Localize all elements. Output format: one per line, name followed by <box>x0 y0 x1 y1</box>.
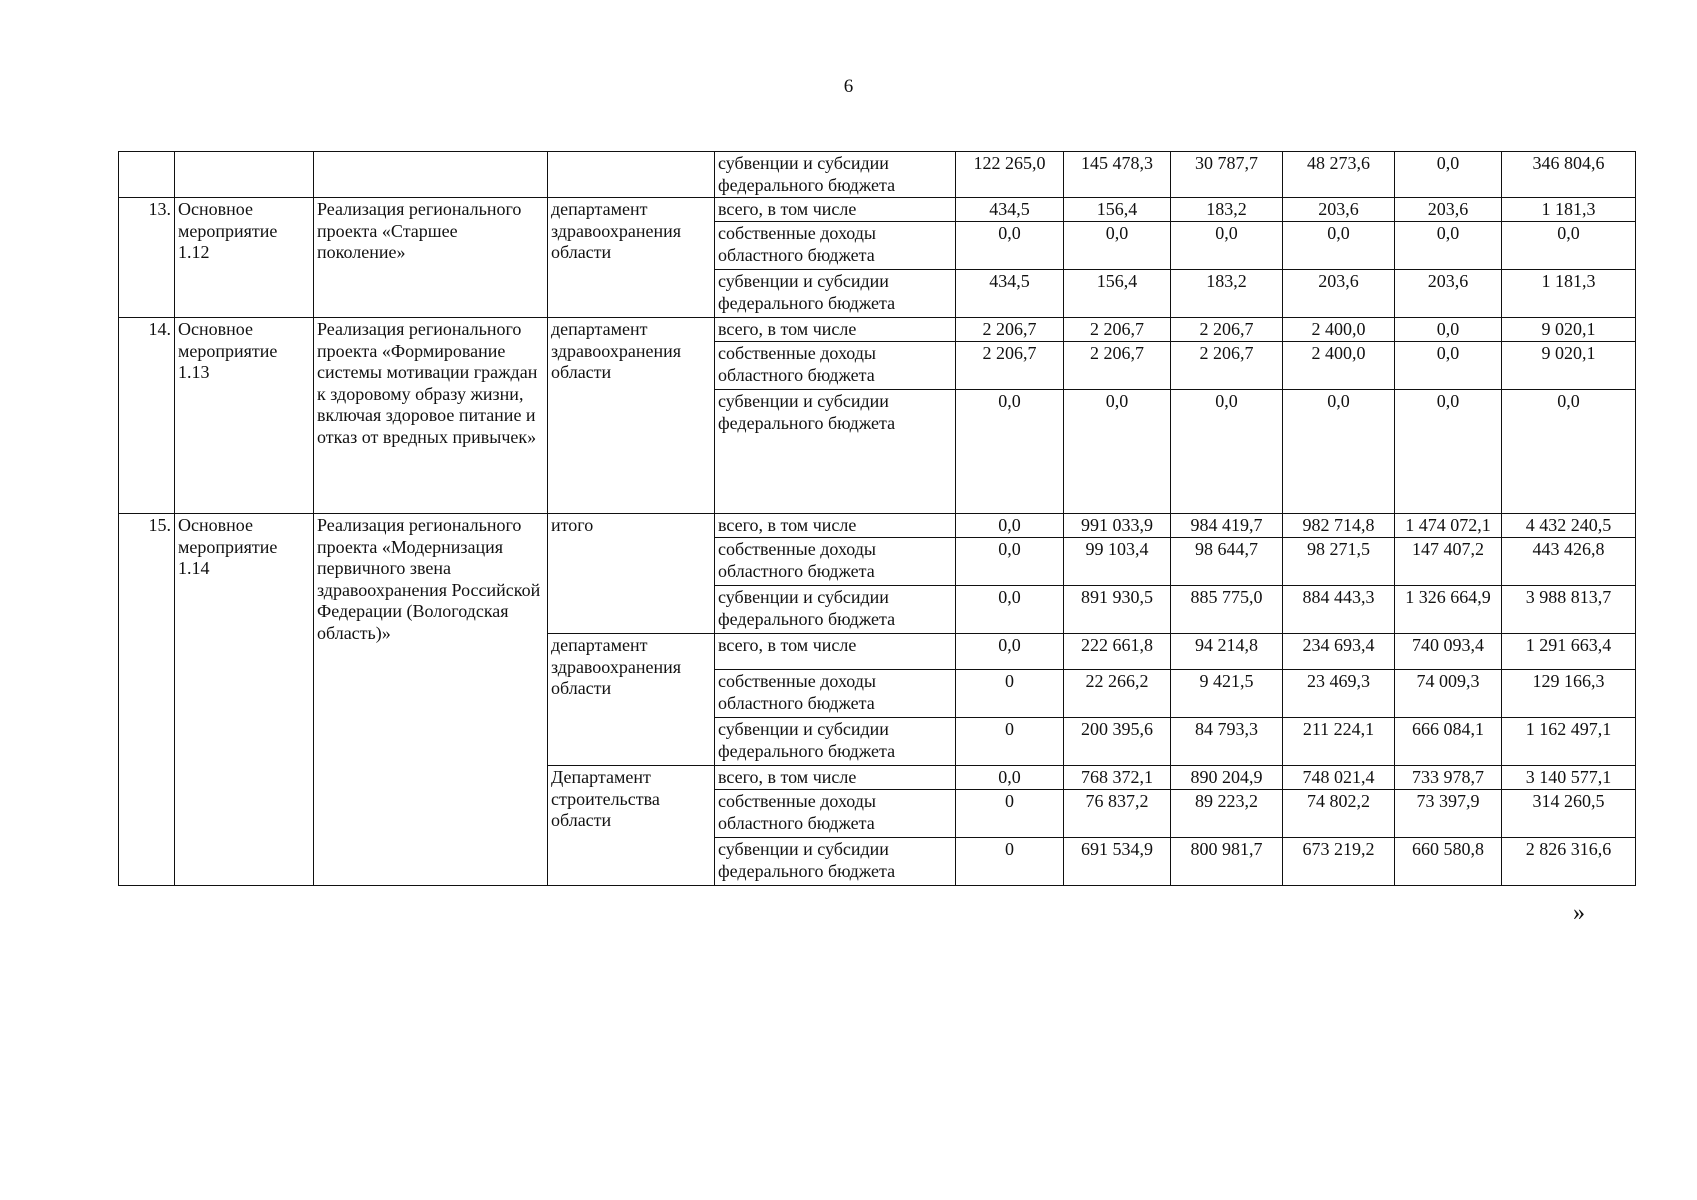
value-cell: 673 219,2 <box>1283 838 1395 886</box>
value-cell: 89 223,2 <box>1171 790 1283 838</box>
value-cell: 984 419,7 <box>1171 514 1283 538</box>
value-cell: 122 265,0 <box>956 152 1064 198</box>
value-cell: 660 580,8 <box>1395 838 1502 886</box>
value-cell: 76 837,2 <box>1064 790 1171 838</box>
source-cell: субвенции и субсидии федерального бюджета <box>715 152 956 198</box>
value-cell: 0,0 <box>956 514 1064 538</box>
budget-table <box>118 151 1636 886</box>
value-cell: 0,0 <box>1395 318 1502 342</box>
value-cell: 0 <box>956 838 1064 886</box>
source-cell: собственные доходы областного бюджета <box>715 538 956 586</box>
total-cell: 3 140 577,1 <box>1502 766 1636 790</box>
row-number-cell: 14. <box>119 318 175 514</box>
value-cell: 1 326 664,9 <box>1395 586 1502 634</box>
total-cell: 2 826 316,6 <box>1502 838 1636 886</box>
value-cell: 234 693,4 <box>1283 634 1395 670</box>
value-cell: 2 206,7 <box>1171 342 1283 390</box>
total-cell: 9 020,1 <box>1502 318 1636 342</box>
value-cell: 1 474 072,1 <box>1395 514 1502 538</box>
value-cell: 884 443,3 <box>1283 586 1395 634</box>
total-cell: 4 432 240,5 <box>1502 514 1636 538</box>
value-cell: 222 661,8 <box>1064 634 1171 670</box>
value-cell: 0,0 <box>1283 222 1395 270</box>
source-cell: всего, в том числе <box>715 634 956 670</box>
executor-cell: департамент здравоохранения области <box>548 198 715 318</box>
value-cell: 748 021,4 <box>1283 766 1395 790</box>
value-cell: 0,0 <box>1395 152 1502 198</box>
value-cell: 73 397,9 <box>1395 790 1502 838</box>
value-cell: 0 <box>956 670 1064 718</box>
source-cell: субвенции и субсидии федерального бюджета <box>715 718 956 766</box>
value-cell: 23 469,3 <box>1283 670 1395 718</box>
value-cell: 203,6 <box>1395 270 1502 318</box>
page-number: 6 <box>843 76 854 97</box>
executor-cell: департамент здравоохранения области <box>548 634 715 766</box>
value-cell: 768 372,1 <box>1064 766 1171 790</box>
event-cell <box>175 152 314 198</box>
total-cell: 0,0 <box>1502 390 1636 514</box>
project-cell <box>314 152 548 198</box>
value-cell: 434,5 <box>956 270 1064 318</box>
value-cell: 0,0 <box>1171 390 1283 514</box>
value-cell: 0,0 <box>956 390 1064 514</box>
table-row <box>119 318 1636 342</box>
value-cell: 2 206,7 <box>956 318 1064 342</box>
executor-cell: Департамент строительства области <box>548 766 715 886</box>
value-cell: 434,5 <box>956 198 1064 222</box>
value-cell: 147 407,2 <box>1395 538 1502 586</box>
value-cell: 0 <box>956 790 1064 838</box>
value-cell: 0,0 <box>956 766 1064 790</box>
value-cell: 0,0 <box>1395 222 1502 270</box>
value-cell: 74 009,3 <box>1395 670 1502 718</box>
project-cell: Реализация регионального проекта «Формирование системы мотивации граждан к здоровому образу жизни, включая здоровое питание и отказ от вредных привычек» <box>314 318 548 514</box>
value-cell: 203,6 <box>1395 198 1502 222</box>
total-cell: 129 166,3 <box>1502 670 1636 718</box>
value-cell: 2 206,7 <box>956 342 1064 390</box>
value-cell: 145 478,3 <box>1064 152 1171 198</box>
value-cell: 2 206,7 <box>1064 342 1171 390</box>
event-cell: Основное мероприятие 1.14 <box>175 514 314 886</box>
source-cell: всего, в том числе <box>715 318 956 342</box>
value-cell: 0,0 <box>1395 390 1502 514</box>
value-cell: 0,0 <box>1395 342 1502 390</box>
value-cell: 84 793,3 <box>1171 718 1283 766</box>
value-cell: 156,4 <box>1064 198 1171 222</box>
table-row <box>119 198 1636 222</box>
table-row <box>119 514 1636 538</box>
project-cell: Реализация регионального проекта «Модернизация первичного звена здравоохранения Российской Федерации (Вологодская область)» <box>314 514 548 886</box>
value-cell: 48 273,6 <box>1283 152 1395 198</box>
value-cell: 203,6 <box>1283 198 1395 222</box>
value-cell: 0,0 <box>956 538 1064 586</box>
total-cell: 1 181,3 <box>1502 198 1636 222</box>
total-cell: 346 804,6 <box>1502 152 1636 198</box>
source-cell: субвенции и субсидии федерального бюджета <box>715 270 956 318</box>
value-cell: 156,4 <box>1064 270 1171 318</box>
value-cell: 891 930,5 <box>1064 586 1171 634</box>
row-number-cell: 13. <box>119 198 175 318</box>
total-cell: 1 162 497,1 <box>1502 718 1636 766</box>
value-cell: 0,0 <box>1283 390 1395 514</box>
source-cell: собственные доходы областного бюджета <box>715 222 956 270</box>
value-cell: 0,0 <box>1064 390 1171 514</box>
event-cell: Основное мероприятие 1.12 <box>175 198 314 318</box>
value-cell: 99 103,4 <box>1064 538 1171 586</box>
value-cell: 2 400,0 <box>1283 318 1395 342</box>
source-cell: собственные доходы областного бюджета <box>715 342 956 390</box>
total-cell: 1 181,3 <box>1502 270 1636 318</box>
value-cell: 2 400,0 <box>1283 342 1395 390</box>
value-cell: 203,6 <box>1283 270 1395 318</box>
value-cell: 800 981,7 <box>1171 838 1283 886</box>
table-row <box>119 152 1636 198</box>
value-cell: 0,0 <box>956 586 1064 634</box>
source-cell: субвенции и субсидии федерального бюджета <box>715 390 956 514</box>
row-number-cell <box>119 152 175 198</box>
value-cell: 98 644,7 <box>1171 538 1283 586</box>
value-cell: 22 266,2 <box>1064 670 1171 718</box>
total-cell: 443 426,8 <box>1502 538 1636 586</box>
value-cell: 0 <box>956 718 1064 766</box>
value-cell: 94 214,8 <box>1171 634 1283 670</box>
project-cell: Реализация регионального проекта «Старшее поколение» <box>314 198 548 318</box>
source-cell: собственные доходы областного бюджета <box>715 790 956 838</box>
total-cell: 314 260,5 <box>1502 790 1636 838</box>
executor-cell <box>548 152 715 198</box>
value-cell: 30 787,7 <box>1171 152 1283 198</box>
total-cell: 3 988 813,7 <box>1502 586 1636 634</box>
value-cell: 183,2 <box>1171 270 1283 318</box>
value-cell: 885 775,0 <box>1171 586 1283 634</box>
value-cell: 733 978,7 <box>1395 766 1502 790</box>
source-cell: субвенции и субсидии федерального бюджета <box>715 838 956 886</box>
event-cell: Основное мероприятие 1.13 <box>175 318 314 514</box>
value-cell: 740 093,4 <box>1395 634 1502 670</box>
value-cell: 0,0 <box>956 634 1064 670</box>
value-cell: 890 204,9 <box>1171 766 1283 790</box>
value-cell: 2 206,7 <box>1064 318 1171 342</box>
source-cell: всего, в том числе <box>715 514 956 538</box>
value-cell: 691 534,9 <box>1064 838 1171 886</box>
source-cell: всего, в том числе <box>715 766 956 790</box>
executor-cell: итого <box>548 514 715 634</box>
row-number-cell: 15. <box>119 514 175 886</box>
value-cell: 982 714,8 <box>1283 514 1395 538</box>
value-cell: 666 084,1 <box>1395 718 1502 766</box>
value-cell: 98 271,5 <box>1283 538 1395 586</box>
total-cell: 9 020,1 <box>1502 342 1636 390</box>
value-cell: 991 033,9 <box>1064 514 1171 538</box>
executor-cell: департамент здравоохранения области <box>548 318 715 514</box>
total-cell: 1 291 663,4 <box>1502 634 1636 670</box>
value-cell: 0,0 <box>1064 222 1171 270</box>
value-cell: 183,2 <box>1171 198 1283 222</box>
value-cell: 0,0 <box>956 222 1064 270</box>
value-cell: 200 395,6 <box>1064 718 1171 766</box>
value-cell: 2 206,7 <box>1171 318 1283 342</box>
closing-quote-mark: » <box>1573 900 1585 926</box>
value-cell: 0,0 <box>1171 222 1283 270</box>
value-cell: 211 224,1 <box>1283 718 1395 766</box>
source-cell: субвенции и субсидии федерального бюджета <box>715 586 956 634</box>
value-cell: 9 421,5 <box>1171 670 1283 718</box>
value-cell: 74 802,2 <box>1283 790 1395 838</box>
total-cell: 0,0 <box>1502 222 1636 270</box>
source-cell: всего, в том числе <box>715 198 956 222</box>
source-cell: собственные доходы областного бюджета <box>715 670 956 718</box>
